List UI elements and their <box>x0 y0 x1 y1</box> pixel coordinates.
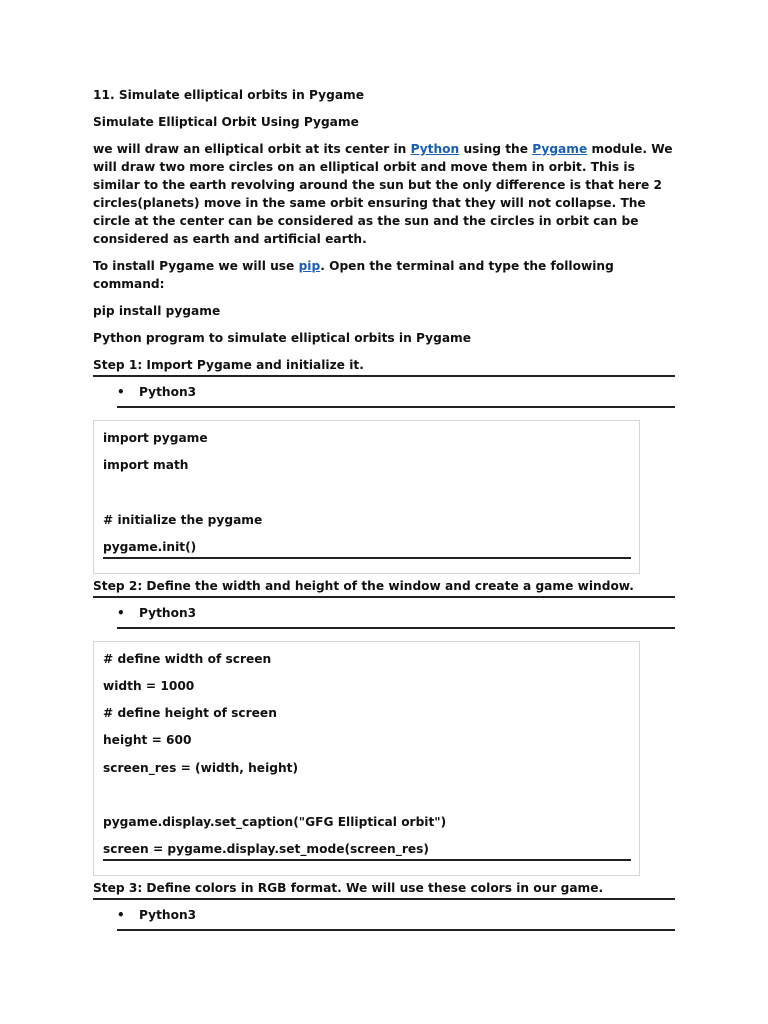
code-line: pygame.display.set_caption("GFG Elliptical orbit") <box>103 814 447 829</box>
code-line: screen = pygame.display.set_mode(screen_res) <box>103 840 631 861</box>
step-2-language-label: Python3 <box>139 605 197 620</box>
pygame-link[interactable]: Pygame <box>532 142 588 156</box>
code-line: width = 1000 <box>103 678 195 693</box>
code-line: height = 600 <box>103 733 192 748</box>
code-line: import pygame <box>103 431 208 445</box>
intro-paragraph <box>93 140 683 248</box>
code-line: import math <box>103 458 189 473</box>
install-paragraph <box>93 257 683 293</box>
pip-link[interactable]: pip <box>298 259 321 273</box>
code-line: # initialize the pygame <box>103 512 263 527</box>
code-line: screen_res = (width, height) <box>103 760 299 775</box>
step-3-language-item <box>117 907 675 931</box>
install-text-2: . Open the terminal and type the following command: <box>93 259 614 291</box>
code-line: # define height of screen <box>103 706 277 721</box>
code-line: # define width of screen <box>103 651 272 666</box>
step-3-title: Step 3: Define colors in RGB format. We will use these colors in our game. <box>93 879 675 900</box>
document-content <box>93 86 683 931</box>
bullet-icon: • <box>117 385 125 399</box>
section-title: 11. Simulate elliptical orbits in Pygame <box>93 88 365 102</box>
bullet-icon: • <box>117 605 125 620</box>
step-1-language-label: Python3 <box>139 385 197 399</box>
install-command: pip install pygame <box>93 304 221 318</box>
subtitle: Simulate Elliptical Orbit Using Pygame <box>93 115 359 129</box>
step-2-code-block <box>93 641 640 876</box>
step-1-title: Step 1: Import Pygame and initialize it. <box>93 356 675 377</box>
python-link[interactable]: Python <box>410 142 460 156</box>
intro-text-1: we will draw an elliptical orbit at its center in <box>93 142 411 156</box>
bullet-icon: • <box>117 908 125 923</box>
code-line-blank <box>103 786 631 804</box>
intro-text-3: module. We will draw two more circles on an elliptical orbit and move them in orbit. This is similar to the earth revolving around the sun but the only difference is that here 2 circles(planets) move in the same orbit ensuring that they will not collapse. The circle at the center can be considered as the sun and the circles in orbit can be considered as earth and artificial earth. <box>93 142 673 246</box>
install-text-1: To install Pygame we will use <box>93 259 299 273</box>
code-line-blank <box>103 483 631 501</box>
intro-text-2: using the <box>459 142 533 156</box>
step-2-title: Step 2: Define the width and height of the window and create a game window. <box>93 577 675 598</box>
step-3-language-label: Python3 <box>139 908 197 923</box>
program-heading: Python program to simulate elliptical orbits in Pygame <box>93 331 472 345</box>
step-1-code-block <box>93 420 640 574</box>
code-line: pygame.init() <box>103 538 631 559</box>
step-2-language-item <box>117 605 675 629</box>
step-1-language-item <box>117 384 675 408</box>
